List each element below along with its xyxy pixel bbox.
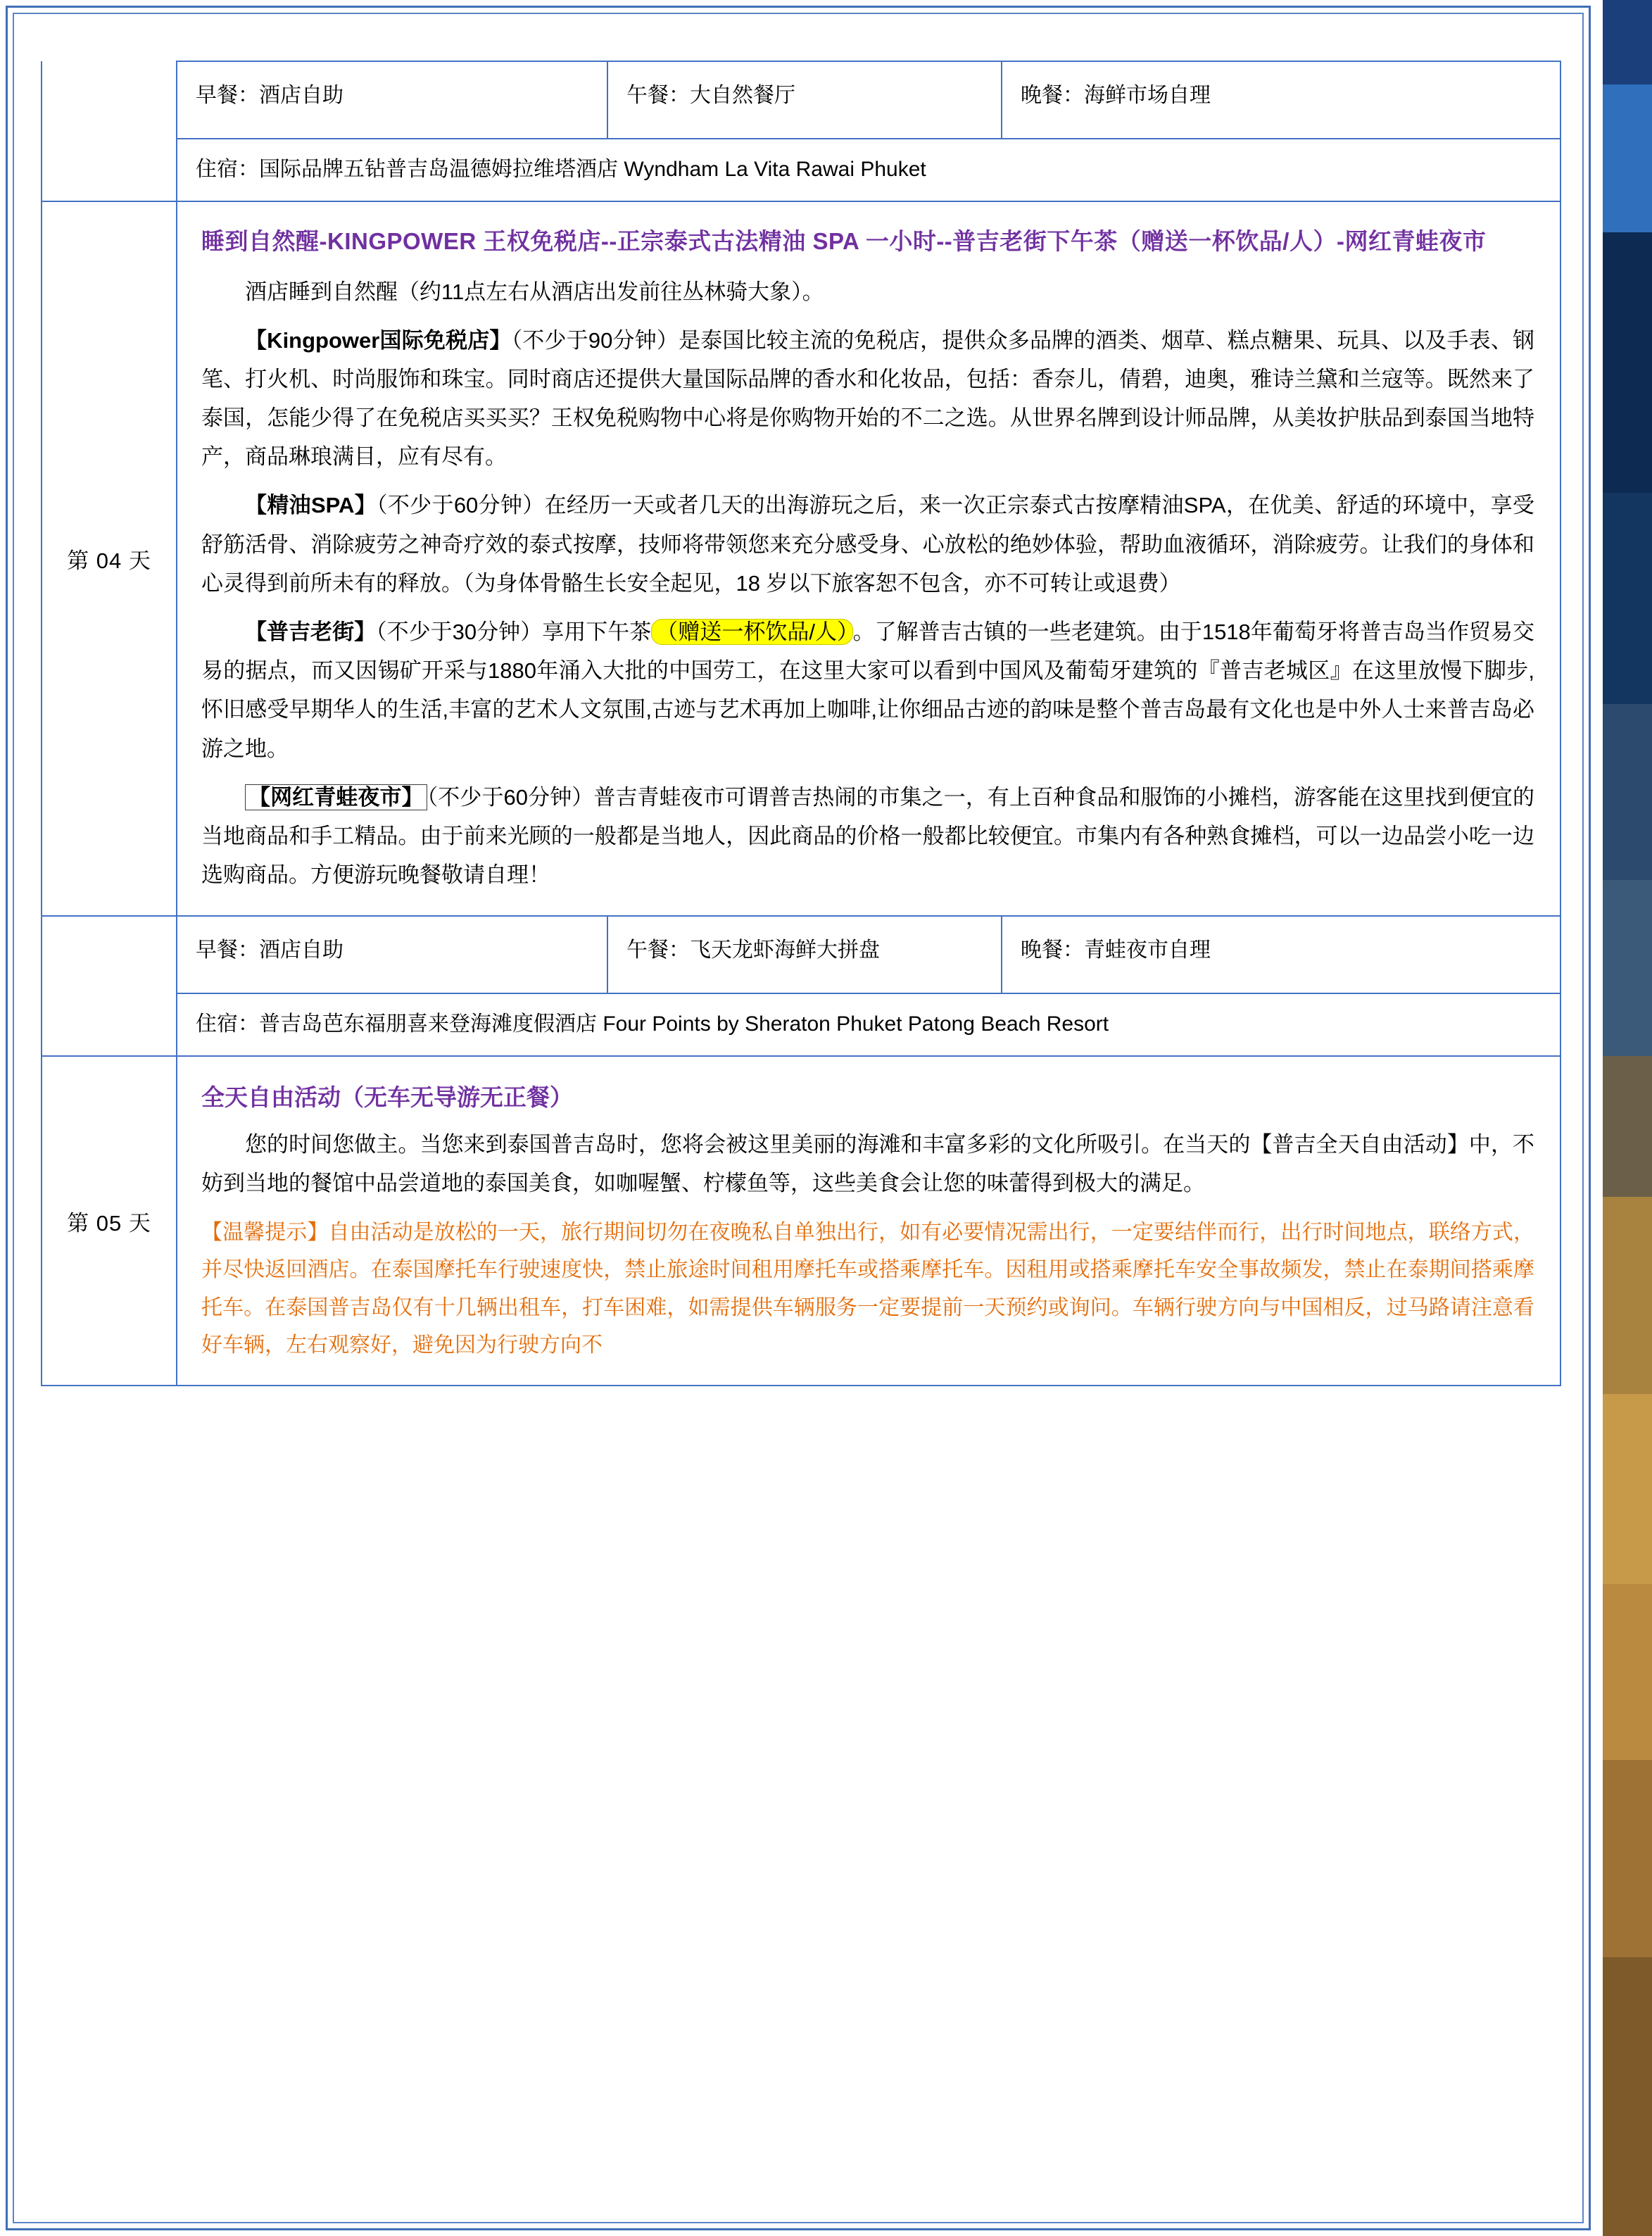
paragraph-oldtown-highlight: （赠送一杯饮品/人） — [651, 619, 852, 645]
paragraph-nightmarket-lead: 【网红青蛙夜市】 — [245, 784, 427, 810]
day5-section-title: 全天自由活动（无车无导游无正餐） — [201, 1084, 573, 1110]
table-row — [42, 916, 1560, 993]
paragraph-spa-text: （不少于60分钟）在经历一天或者几天的出海游玩之后，来一次正宗泰式古按摩精油SPA，在优美、舒适的环境中，享受舒筋活骨、消除疲劳之神奇疗效的泰式按摩，技师将带领您来充分感受身、心放松的绝妙体验，帮助血液循环，消除疲劳。让我们的身体和心灵得到前所未有的释放。（为身体骨骼生长安全起见，18 岁以下旅客恕不包含，亦不可转让或退费） — [201, 493, 1534, 596]
paragraph-oldtown — [201, 613, 1534, 768]
lunch-cell-day4: 午餐：飞天龙虾海鲜大拼盘 — [607, 916, 1002, 993]
paragraph-nightmarket — [201, 778, 1534, 895]
table-row — [42, 201, 1560, 917]
table-row — [42, 61, 1560, 139]
itinerary-table — [41, 61, 1561, 1386]
day-label-cell-empty3 — [42, 916, 177, 993]
day4-section-title: 睡到自然醒-KINGPOWER 王权免税店--正宗泰式古法精油 SPA 一小时--普吉老街下午茶（赠送一杯饮品/人）-网红青蛙夜市 — [201, 227, 1487, 254]
breakfast-cell-day3: 早餐：酒店自助 — [177, 61, 607, 139]
paragraph-oldtown-text-before: （不少于30分钟）享用下午茶 — [376, 620, 652, 644]
day5-content-cell — [177, 1056, 1560, 1386]
accommodation-cell-day4: 住宿：普吉岛芭东福朋喜来登海滩度假酒店 Four Points by Sheraton Phuket Patong Beach Resort — [177, 993, 1560, 1056]
paragraph-freeday — [201, 1125, 1534, 1202]
paragraph-kingpower — [201, 321, 1534, 477]
table-row — [42, 1056, 1560, 1386]
paragraph-spa-lead: 【精油SPA】 — [245, 493, 377, 518]
paragraph-oldtown-lead: 【普吉老街】 — [245, 620, 377, 644]
day-label-cell-empty — [42, 61, 177, 139]
paragraph-spa — [201, 486, 1534, 603]
lunch-cell-day3: 午餐：大自然餐厅 — [607, 61, 1002, 139]
dinner-cell-day3: 晚餐：海鲜市场自理 — [1002, 61, 1560, 139]
paragraph-kingpower-lead: 【Kingpower国际免税店】 — [245, 327, 512, 353]
warning-note: 【温馨提示】自由活动是放松的一天，旅行期间切勿在夜晚私自单独出行，如有必要情况需出行，一定要结伴而行，出行时间地点，联络方式，并尽快返回酒店。在泰国摩托车行驶速度快，禁止旅途时间租用摩托车或搭乘摩托车。因租用或搭乘摩托车安全事故频发，禁止在泰期间搭乘摩托车。在泰国普吉岛仅有十几辆出租车，打车困难，如需提供车辆服务一定要提前一天预约或询问。车辆行驶方向与中国相反，过马路请注意看好车辆，左右观察好，避免因为行驶方向不 — [201, 1220, 1534, 1357]
day4-content-cell — [177, 201, 1560, 917]
breakfast-cell-day4: 早餐：酒店自助 — [177, 916, 607, 993]
table-row — [42, 139, 1560, 201]
paragraph-wakeup-text: 酒店睡到自然醒（约11点左右从酒店出发前往丛林骑大象）。 — [245, 279, 824, 304]
decorative-photo-strip — [1603, 0, 1652, 2236]
table-row — [42, 993, 1560, 1056]
paragraph-kingpower-text: （不少于90分钟）是泰国比较主流的免税店，提供众多品牌的酒类、烟草、糕点糖果、玩具、以及手表、钢笔、打火机、时尚服饰和珠宝。同时商店还提供大量国际品牌的香水和化妆品，包括：香奈儿，倩碧，迪奥，雅诗兰黛和兰寇等。既然来了泰国，怎能少得了在免税店买买买？王权免税购物中心将是你购物开始的不二之选。从世界名牌到设计师品牌，从美妆护肤品到泰国当地特产，商品琳琅满目，应有尽有。 — [201, 327, 1534, 470]
day-label-cell-empty2 — [42, 139, 177, 201]
day-label-cell-empty4 — [42, 993, 177, 1056]
day-label-day4: 第 04 天 — [42, 201, 177, 917]
paragraph-freeday-text: 您的时间您做主。当您来到泰国普吉岛时，您将会被这里美丽的海滩和丰富多彩的文化所吸引。在当天的【普吉全天自由活动】中，不妨到当地的餐馆中品尝道地的泰国美食，如咖喔蟹、柠檬鱼等，这些美食会让您的味蕾得到极大的满足。 — [201, 1131, 1534, 1195]
paragraph-oldtown-text-after: 。了解普吉古镇的一些老建筑。由于1518年葡萄牙将普吉岛当作贸易交易的据点，而又因锡矿开采与1880年涌入大批的中国劳工，在这里大家可以看到中国风及葡萄牙建筑的『普吉老城区』在这里放慢下脚步,怀旧感受早期华人的生活,丰富的艺术人文氛围,古迹与艺术再加上咖啡,让你细品古迹的韵味是整个普吉岛最有文化也是中外人士来普吉岛必游之地。 — [201, 620, 1534, 761]
day-label-day5: 第 05 天 — [42, 1056, 177, 1386]
paragraph-wakeup — [201, 272, 1534, 311]
paragraph-nightmarket-text: （不少于60分钟）普吉青蛙夜市可谓普吉热闹的市集之一，有上百种食品和服饰的小摊档，游客能在这里找到便宜的当地商品和手工精品。由于前来光顾的一般都是当地人，因此商品的价格一般都比较便宜。市集内有各种熟食摊档，可以一边品尝小吃一边选购商品。方便游玩晚餐敬请自理！ — [201, 784, 1535, 888]
dinner-cell-day4: 晚餐：青蛙夜市自理 — [1002, 916, 1560, 993]
accommodation-cell-day3: 住宿：国际品牌五钻普吉岛温德姆拉维塔酒店 Wyndham La Vita Rawai Phuket — [177, 139, 1560, 201]
